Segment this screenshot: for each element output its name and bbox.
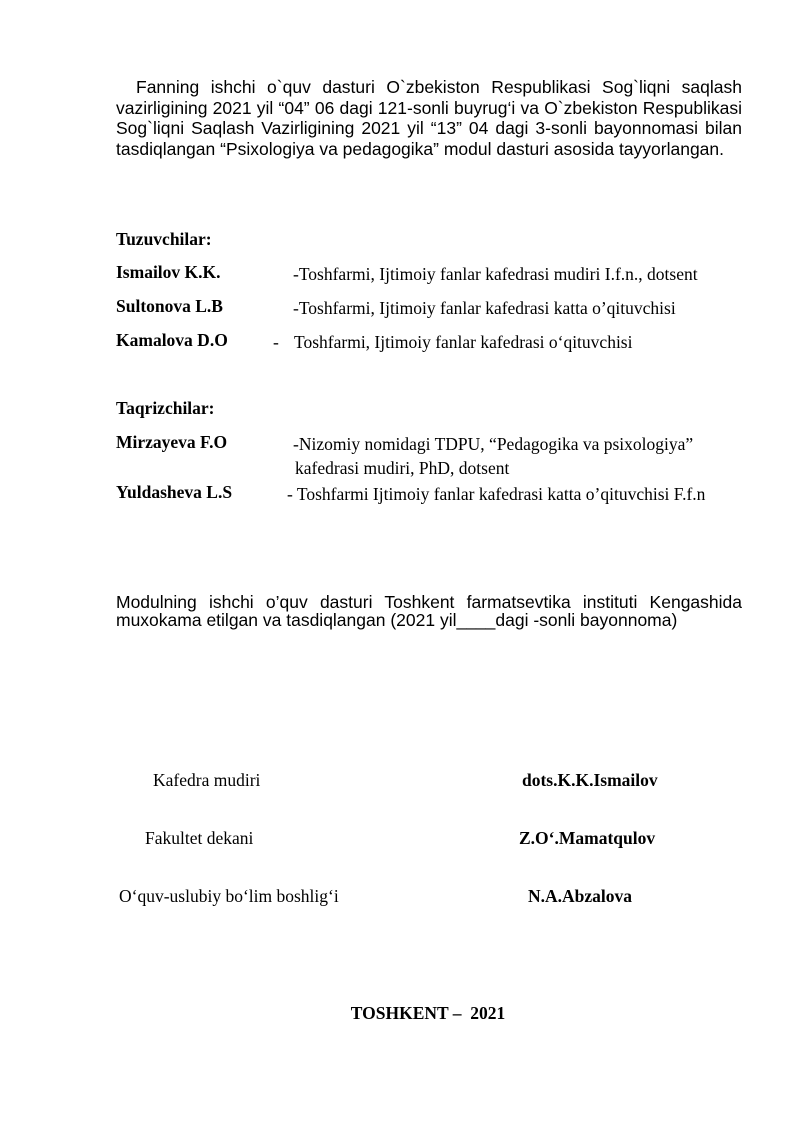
- city-year-footer: TOSHKENT – 2021: [350, 1003, 506, 1023]
- reviewers-title: Taqrizchilar:: [116, 398, 215, 418]
- signature-name: Z.O‘.Mamatqulov: [519, 828, 656, 848]
- compiler-desc: -Toshfarmi, Ijtimoiy fanlar kafedrasi katta o’qituvchisi: [293, 298, 676, 318]
- compiler-dash: -: [273, 332, 279, 352]
- reviewer-name: Mirzayeva F.O: [116, 432, 228, 452]
- signature-name: dots.K.K.Ismailov: [522, 770, 658, 790]
- reviewer-desc: - Toshfarmi Ijtimoiy fanlar kafedrasi katta o’qituvchisi F.f.n: [287, 484, 706, 504]
- signature-role: Kafedra mudiri: [153, 770, 261, 790]
- signature-name: N.A.Abzalova: [528, 886, 633, 906]
- intro-text: Fanning ishchi o`quv dasturi O`zbekiston Respublikasi Sog`liqni saqlash vazirligining 2021 yil “04” 06 dagi 121-sonli buyrug‘i va O`zbekiston Respublikasi Sog`liqni Saqlash Vazirligining 2021 yil “13” 04 dagi 3-sonli bayonnomasi bilan tasdiqlangan “Psixologiya va pedagogika” modul dasturi asosida tayyorlangan.: [116, 77, 742, 159]
- module-approval-note: [116, 593, 742, 629]
- reviewer-desc: -Nizomiy nomidagi TDPU, “Pedagogika va psixologiya”: [293, 434, 694, 454]
- compiler-name: Kamalova D.O: [116, 330, 228, 350]
- reviewer-desc-line2: kafedrasi mudiri, PhD, dotsent: [295, 458, 510, 478]
- module-approval-text: Modulning ishchi o’quv dasturi Toshkent farmatsevtika instituti Kengashida muxokama etilgan va tasdiqlangan (2021 yil____dagi -sonli bayonnoma): [116, 592, 742, 630]
- compilers-title: Tuzuvchilar:: [116, 229, 212, 249]
- intro-paragraph: [116, 77, 742, 159]
- reviewer-name: Yuldasheva L.S: [116, 482, 233, 502]
- signature-role: O‘quv-uslubiy bo‘lim boshlig‘i: [119, 886, 339, 906]
- compiler-desc: -Toshfarmi, Ijtimoiy fanlar kafedrasi mudiri I.f.n., dotsent: [293, 264, 698, 284]
- compiler-desc: Toshfarmi, Ijtimoiy fanlar kafedrasi o‘qituvchisi: [294, 332, 633, 352]
- compiler-name: Sultonova L.B: [116, 296, 223, 316]
- compiler-name: Ismailov K.K.: [116, 262, 221, 282]
- signature-role: Fakultet dekani: [145, 828, 254, 848]
